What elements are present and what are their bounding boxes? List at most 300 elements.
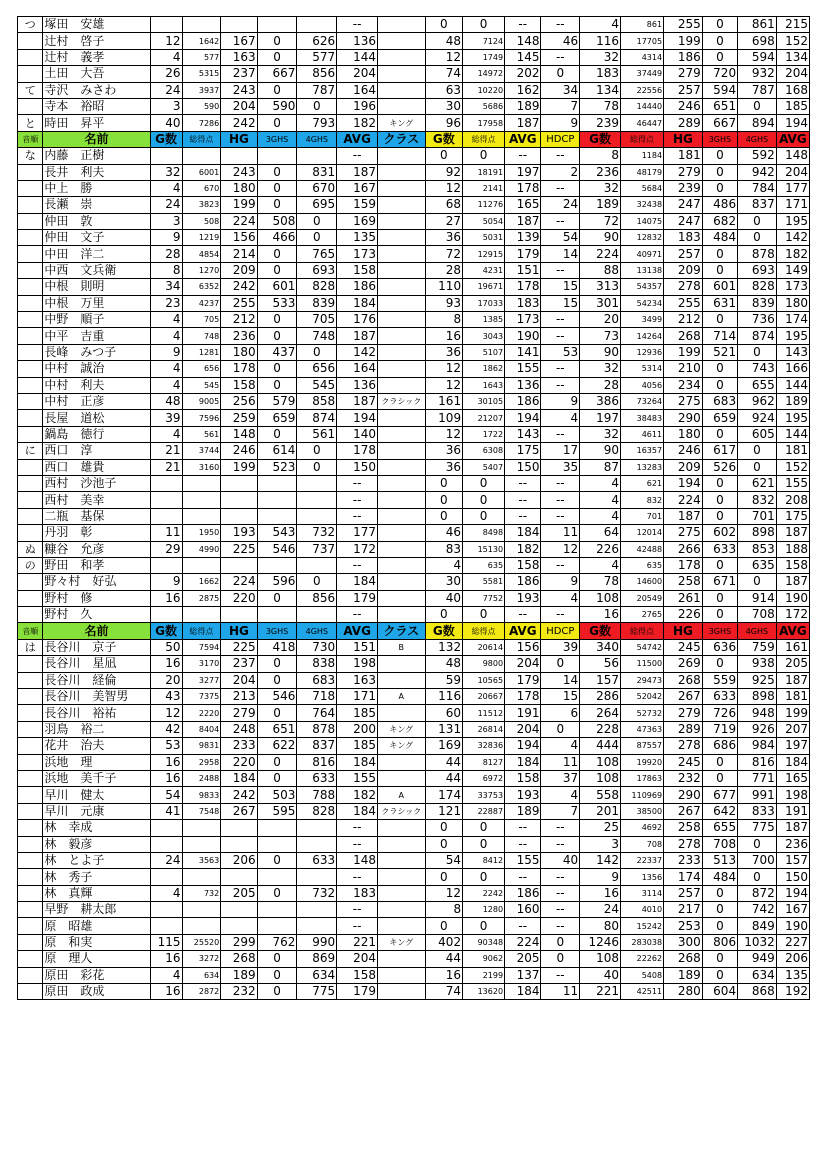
cell-3g-high (257, 492, 297, 508)
cell-average-2: -- (505, 820, 541, 836)
cell-4g-high: 633 (297, 852, 337, 868)
cell-4g-high: 816 (297, 754, 337, 770)
cell-high-game-all: 180 (664, 426, 703, 442)
cell-games: 53 (150, 738, 182, 754)
cell-initial (18, 885, 43, 901)
cell-initial: に (18, 443, 43, 459)
cell-total-pins-2: 0 (463, 820, 505, 836)
cell-total-pins-2: 1643 (463, 377, 505, 393)
table-row (18, 328, 810, 344)
cell-games: 12 (150, 705, 182, 721)
cell-total-pins: 2875 (182, 590, 221, 606)
cell-average: 198 (337, 656, 378, 672)
cell-games (150, 492, 182, 508)
cell-3g-high (257, 17, 297, 33)
cell-handicap: 12 (541, 541, 580, 557)
cell-initial (18, 328, 43, 344)
cell-average: 184 (337, 754, 378, 770)
cell-average-2: 184 (505, 525, 541, 541)
cell-average-2: 193 (505, 787, 541, 803)
cell-4g-high-all: 872 (738, 885, 777, 901)
table-row (18, 869, 810, 885)
cell-class (378, 902, 425, 918)
cell-high-game: 213 (221, 689, 257, 705)
cell-high-game: 242 (221, 115, 257, 131)
cell-3g-high: 0 (257, 967, 297, 983)
cell-total-pins-all: 19920 (621, 754, 664, 770)
header-3g-high: 3GHS (257, 623, 297, 639)
table-row (18, 262, 810, 278)
cell-total-pins-2: 17033 (463, 295, 505, 311)
cell-high-game (221, 148, 257, 164)
cell-games-all: 4 (580, 557, 621, 573)
cell-initial (18, 213, 43, 229)
cell-initial: ぬ (18, 541, 43, 557)
cell-average-all: 180 (776, 295, 809, 311)
cell-total-pins-all: 52042 (621, 689, 664, 705)
cell-4g-high: 869 (297, 951, 337, 967)
cell-4g-high (297, 902, 337, 918)
cell-4g-high: 732 (297, 885, 337, 901)
cell-average: 178 (337, 443, 378, 459)
cell-high-game (221, 918, 257, 934)
cell-4g-high: 670 (297, 180, 337, 196)
cell-high-game (221, 17, 257, 33)
cell-4g-high: 990 (297, 934, 337, 950)
cell-high-game: 212 (221, 312, 257, 328)
cell-3g-high-all: 726 (702, 705, 737, 721)
cell-total-pins-2: 11276 (463, 197, 505, 213)
cell-average: -- (337, 557, 378, 573)
cell-high-game: 224 (221, 213, 257, 229)
table-row (18, 410, 810, 426)
cell-handicap: 17 (541, 443, 580, 459)
header-name: 名前 (43, 131, 150, 147)
cell-games: 115 (150, 934, 182, 950)
cell-3g-high-all: 659 (702, 410, 737, 426)
cell-4g-high-all: 894 (738, 115, 777, 131)
cell-average-all: 187 (776, 672, 809, 688)
cell-4g-high-all: 898 (738, 525, 777, 541)
cell-average-2: 145 (505, 49, 541, 65)
cell-games-2: 12 (425, 377, 463, 393)
header-games-all: G数 (580, 131, 621, 147)
cell-games: 24 (150, 197, 182, 213)
cell-average-all: 199 (776, 705, 809, 721)
table-row (18, 180, 810, 196)
table-row (18, 639, 810, 655)
cell-high-game-all: 255 (664, 295, 703, 311)
cell-3g-high-all: 636 (702, 639, 737, 655)
cell-games-2: 30 (425, 574, 463, 590)
cell-average-all: 207 (776, 721, 809, 737)
cell-4g-high-all: 962 (738, 393, 777, 409)
cell-handicap: -- (541, 902, 580, 918)
cell-4g-high: 732 (297, 525, 337, 541)
cell-3g-high-all: 521 (702, 344, 737, 360)
cell-average: 177 (337, 525, 378, 541)
cell-class (378, 443, 425, 459)
cell-high-game (221, 820, 257, 836)
cell-3g-high-all: 594 (702, 82, 737, 98)
cell-name: 中村 利夫 (43, 377, 150, 393)
table-row (18, 770, 810, 786)
cell-3g-high-all: 0 (702, 377, 737, 393)
cell-high-game-all: 261 (664, 590, 703, 606)
cell-average-2: 150 (505, 459, 541, 475)
cell-initial (18, 525, 43, 541)
cell-average-all: 192 (776, 984, 809, 1000)
cell-games: 40 (150, 115, 182, 131)
cell-handicap: 0 (541, 934, 580, 950)
cell-class (378, 459, 425, 475)
cell-games: 4 (150, 328, 182, 344)
cell-games: 9 (150, 574, 182, 590)
cell-high-game: 242 (221, 787, 257, 803)
cell-average-all: 204 (776, 164, 809, 180)
cell-total-pins-all: 16357 (621, 443, 664, 459)
cell-4g-high: 577 (297, 49, 337, 65)
cell-total-pins-all: 5314 (621, 361, 664, 377)
cell-total-pins-2: 10565 (463, 672, 505, 688)
cell-total-pins (182, 17, 221, 33)
cell-3g-high (257, 148, 297, 164)
cell-high-game: 268 (221, 951, 257, 967)
cell-high-game-all: 258 (664, 820, 703, 836)
cell-4g-high-all: 775 (738, 820, 777, 836)
cell-high-game: 167 (221, 33, 257, 49)
cell-initial (18, 934, 43, 950)
cell-average-all: 143 (776, 344, 809, 360)
cell-games-all: 32 (580, 49, 621, 65)
cell-initial (18, 475, 43, 491)
header-initial: 音順 (18, 623, 43, 639)
header-4g-high-all: 4GHS (738, 131, 777, 147)
cell-games-2: 131 (425, 721, 463, 737)
cell-games-2: 36 (425, 230, 463, 246)
cell-4g-high: 787 (297, 82, 337, 98)
cell-games-2: 74 (425, 66, 463, 82)
table-row (18, 967, 810, 983)
table-row (18, 508, 810, 524)
cell-4g-high: 561 (297, 426, 337, 442)
cell-average-all: 185 (776, 98, 809, 114)
cell-4g-high: 656 (297, 361, 337, 377)
cell-games: 48 (150, 393, 182, 409)
cell-games-all: 4 (580, 17, 621, 33)
cell-average: 184 (337, 803, 378, 819)
cell-3g-high (257, 475, 297, 491)
cell-high-game-all: 212 (664, 312, 703, 328)
cell-4g-high-all: 621 (738, 475, 777, 491)
cell-handicap: -- (541, 49, 580, 65)
cell-handicap: 15 (541, 689, 580, 705)
cell-initial (18, 33, 43, 49)
cell-total-pins: 9831 (182, 738, 221, 754)
cell-name: 西口 雄貴 (43, 459, 150, 475)
cell-games-all: 4 (580, 475, 621, 491)
cell-handicap: 11 (541, 525, 580, 541)
cell-games-all: 224 (580, 246, 621, 262)
header-high-game-all: HG (664, 131, 703, 147)
cell-name: 丹羽 彰 (43, 525, 150, 541)
cell-3g-high-all: 484 (702, 869, 737, 885)
cell-3g-high-all: 0 (702, 361, 737, 377)
cell-initial: な (18, 148, 43, 164)
cell-games-2: 0 (425, 492, 463, 508)
header-class: クラス (378, 131, 425, 147)
cell-handicap: -- (541, 918, 580, 934)
cell-games-2: 44 (425, 951, 463, 967)
cell-3g-high-all: 604 (702, 984, 737, 1000)
cell-class (378, 361, 425, 377)
cell-3g-high: 533 (257, 295, 297, 311)
cell-handicap: 4 (541, 738, 580, 754)
cell-total-pins-2: 90348 (463, 934, 505, 950)
cell-class (378, 967, 425, 983)
cell-initial (18, 852, 43, 868)
cell-total-pins: 4990 (182, 541, 221, 557)
cell-high-game-all: 267 (664, 803, 703, 819)
cell-total-pins-all: 38483 (621, 410, 664, 426)
cell-handicap: -- (541, 869, 580, 885)
table-row (18, 607, 810, 623)
cell-3g-high: 601 (257, 279, 297, 295)
cell-games (150, 508, 182, 524)
cell-3g-high (257, 607, 297, 623)
cell-4g-high-all: 605 (738, 426, 777, 442)
cell-games-all: 64 (580, 525, 621, 541)
cell-average-2: 189 (505, 803, 541, 819)
cell-3g-high: 0 (257, 82, 297, 98)
cell-class (378, 590, 425, 606)
cell-4g-high (297, 17, 337, 33)
cell-class (378, 426, 425, 442)
cell-games-2: 36 (425, 459, 463, 475)
cell-handicap: 7 (541, 98, 580, 114)
cell-name: 原 昭雄 (43, 918, 150, 934)
cell-total-pins-2: 20667 (463, 689, 505, 705)
cell-games: 12 (150, 33, 182, 49)
cell-average-2: 143 (505, 426, 541, 442)
cell-games-2: 4 (425, 557, 463, 573)
cell-name: 原田 政成 (43, 984, 150, 1000)
cell-total-pins-2: 0 (463, 869, 505, 885)
cell-class (378, 820, 425, 836)
cell-handicap: 7 (541, 803, 580, 819)
cell-average: -- (337, 902, 378, 918)
table-row (18, 918, 810, 934)
cell-average: 155 (337, 770, 378, 786)
cell-total-pins-all: 3114 (621, 885, 664, 901)
cell-average: 204 (337, 66, 378, 82)
cell-average-all: 175 (776, 508, 809, 524)
cell-4g-high: 839 (297, 295, 337, 311)
cell-high-game: 225 (221, 639, 257, 655)
cell-high-game: 259 (221, 410, 257, 426)
cell-average-all: 171 (776, 197, 809, 213)
cell-initial: と (18, 115, 43, 131)
cell-name: 長谷川 裕祐 (43, 705, 150, 721)
cell-total-pins-2: 1280 (463, 902, 505, 918)
cell-initial (18, 344, 43, 360)
cell-total-pins: 4854 (182, 246, 221, 262)
cell-name: 原 和実 (43, 934, 150, 950)
cell-name: 鍋島 徳行 (43, 426, 150, 442)
cell-3g-high-all: 806 (702, 934, 737, 950)
cell-initial (18, 967, 43, 983)
cell-4g-high: 748 (297, 328, 337, 344)
table-row (18, 705, 810, 721)
cell-total-pins-2: 1385 (463, 312, 505, 328)
cell-total-pins-2: 33753 (463, 787, 505, 803)
cell-average: 136 (337, 33, 378, 49)
cell-high-game-all: 257 (664, 885, 703, 901)
cell-4g-high: 874 (297, 410, 337, 426)
cell-3g-high: 503 (257, 787, 297, 803)
cell-4g-high: 838 (297, 656, 337, 672)
cell-handicap: -- (541, 967, 580, 983)
cell-4g-high-all: 991 (738, 787, 777, 803)
cell-total-pins-2: 12915 (463, 246, 505, 262)
cell-initial (18, 66, 43, 82)
cell-3g-high (257, 508, 297, 524)
cell-games-2: 96 (425, 115, 463, 131)
cell-average-2: 162 (505, 82, 541, 98)
cell-handicap: -- (541, 180, 580, 196)
cell-games (150, 918, 182, 934)
cell-3g-high: 0 (257, 951, 297, 967)
cell-high-game: 220 (221, 590, 257, 606)
cell-average-all: 187 (776, 574, 809, 590)
cell-high-game-all: 268 (664, 672, 703, 688)
cell-4g-high: 737 (297, 541, 337, 557)
cell-name: 塚田 安雄 (43, 17, 150, 33)
cell-4g-high-all: 784 (738, 180, 777, 196)
cell-handicap: 37 (541, 770, 580, 786)
cell-high-game: 184 (221, 770, 257, 786)
cell-games-2: 0 (425, 836, 463, 852)
cell-high-game: 209 (221, 262, 257, 278)
cell-games-2: 12 (425, 49, 463, 65)
cell-games-2: 48 (425, 656, 463, 672)
cell-3g-high-all: 513 (702, 852, 737, 868)
cell-total-pins: 1642 (182, 33, 221, 49)
cell-average: 159 (337, 197, 378, 213)
cell-total-pins: 6352 (182, 279, 221, 295)
cell-4g-high: 828 (297, 279, 337, 295)
cell-4g-high-all: 0 (738, 98, 777, 114)
cell-average-all: 173 (776, 279, 809, 295)
cell-high-game-all: 245 (664, 754, 703, 770)
cell-average: 179 (337, 984, 378, 1000)
cell-total-pins-2: 5581 (463, 574, 505, 590)
cell-class (378, 705, 425, 721)
cell-3g-high-all: 0 (702, 148, 737, 164)
cell-games-2: 48 (425, 33, 463, 49)
cell-average-all: 181 (776, 443, 809, 459)
cell-4g-high: 0 (297, 98, 337, 114)
cell-initial (18, 180, 43, 196)
cell-4g-high-all: 837 (738, 197, 777, 213)
cell-average-2: 158 (505, 770, 541, 786)
cell-4g-high (297, 836, 337, 852)
cell-high-game: 242 (221, 279, 257, 295)
cell-total-pins: 545 (182, 377, 221, 393)
cell-average-2: 187 (505, 115, 541, 131)
cell-total-pins-2: 8127 (463, 754, 505, 770)
cell-average: 148 (337, 852, 378, 868)
cell-total-pins-2: 1862 (463, 361, 505, 377)
cell-average-2: 182 (505, 541, 541, 557)
cell-initial (18, 230, 43, 246)
cell-average: -- (337, 918, 378, 934)
cell-name: 西村 美幸 (43, 492, 150, 508)
cell-total-pins-2: 1749 (463, 49, 505, 65)
cell-average-all: 174 (776, 312, 809, 328)
cell-total-pins-all: 22337 (621, 852, 664, 868)
table-row (18, 852, 810, 868)
cell-total-pins-all: 3499 (621, 312, 664, 328)
cell-class (378, 918, 425, 934)
cell-handicap: 24 (541, 197, 580, 213)
cell-average: 158 (337, 967, 378, 983)
cell-total-pins-all: 635 (621, 557, 664, 573)
cell-average-2: 139 (505, 230, 541, 246)
cell-average: -- (337, 869, 378, 885)
cell-games-2: 174 (425, 787, 463, 803)
cell-games-all: 142 (580, 852, 621, 868)
cell-games-all: 32 (580, 426, 621, 442)
cell-handicap: -- (541, 836, 580, 852)
cell-4g-high (297, 820, 337, 836)
cell-total-pins: 732 (182, 885, 221, 901)
cell-4g-high (297, 475, 337, 491)
cell-average-all: 215 (776, 17, 809, 33)
cell-games-all: 78 (580, 574, 621, 590)
cell-high-game: 243 (221, 82, 257, 98)
cell-games-all: 28 (580, 377, 621, 393)
cell-high-game: 148 (221, 426, 257, 442)
cell-games-all: 236 (580, 164, 621, 180)
cell-initial (18, 951, 43, 967)
cell-games: 29 (150, 541, 182, 557)
cell-class (378, 836, 425, 852)
cell-games-all: 90 (580, 344, 621, 360)
cell-total-pins-all: 708 (621, 836, 664, 852)
cell-average-2: 155 (505, 852, 541, 868)
cell-3g-high: 546 (257, 541, 297, 557)
cell-total-pins-all: 52732 (621, 705, 664, 721)
cell-3g-high-all: 486 (702, 197, 737, 213)
cell-games-2: 40 (425, 590, 463, 606)
cell-total-pins-2: 14972 (463, 66, 505, 82)
cell-name: 中根 万里 (43, 295, 150, 311)
table-row (18, 820, 810, 836)
cell-games (150, 148, 182, 164)
cell-games-all: 301 (580, 295, 621, 311)
cell-games-2: 44 (425, 754, 463, 770)
cell-4g-high-all: 0 (738, 869, 777, 885)
header-4g-high: 4GHS (297, 131, 337, 147)
cell-class (378, 312, 425, 328)
cell-total-pins (182, 148, 221, 164)
cell-class (378, 82, 425, 98)
cell-games-all: 221 (580, 984, 621, 1000)
cell-games: 16 (150, 770, 182, 786)
cell-games-all: 286 (580, 689, 621, 705)
cell-4g-high: 0 (297, 443, 337, 459)
